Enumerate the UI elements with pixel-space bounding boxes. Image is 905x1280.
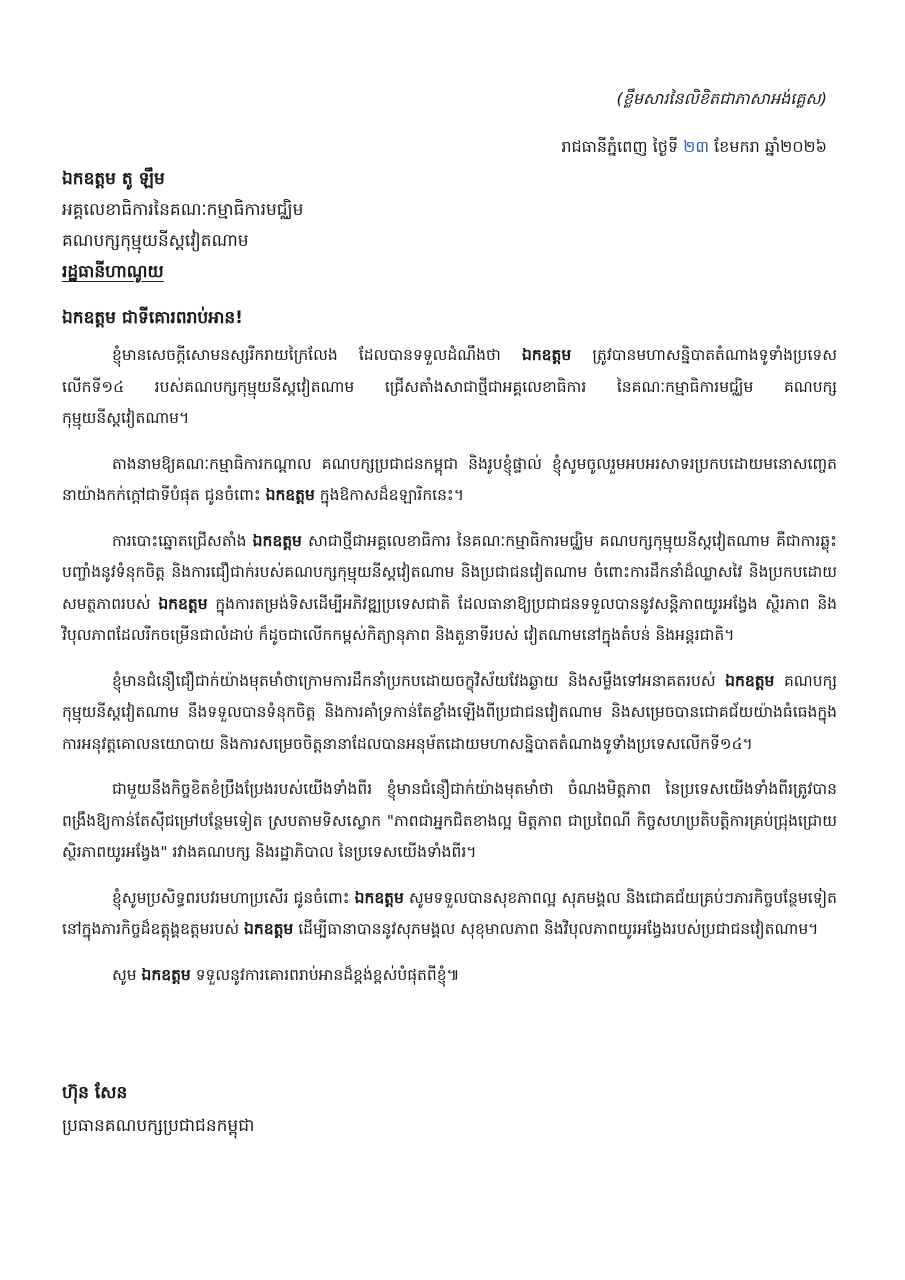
recipient-city: រដ្ឋធានីហាណូយ [62, 262, 164, 282]
paragraph-text: ក្នុងឱកាសដ៏ឧឡារិកនេះ។ [319, 486, 464, 504]
paragraph-6 [62, 883, 837, 946]
paragraph-3 [62, 526, 837, 652]
salutation: ឯកឧត្តម ជាទីគោរពរាប់អាន! [62, 308, 243, 328]
recipient-title-line1: អគ្គលេខាធិការនៃគណៈកម្មាធិការមជ្ឈិម [62, 200, 304, 220]
paragraph-text: សូមទទួលបានសុខភាពល្អ សុភមង្គល និងជោគជ័យគ្រប់ៗភារកិច្ចបន្ថែមទៀតនៅក្នុងភារកិច្ចដ៏ឧត្តុង្គឧត្តមរបស់ [62, 888, 837, 938]
paragraph-text: ត្រូវបានមហាសន្និបាតតំណាងទូទាំងប្រទេសលើកទី១៤ របស់គណបក្សកុម្មុយនីស្តវៀតណាម ជ្រើសតាំងសាជាថ្មីជាអគ្គលេខាធិការ នៃគណៈកម្មាធិការមជ្ឈិម គណបក្សកុម្មុយនីស្តវៀតណាម។ [62, 346, 837, 427]
paragraph-text: គណបក្សកុម្មុយនីស្តវៀតណាម នឹងទទួលបានទំនុកចិត្ត និងការគាំទ្រកាន់តែខ្លាំងឡើងពីប្រជាជនវៀតណាម និងសម្រេចបានជោគជ័យយ៉ាងធំធេងក្នុងការអនុវត្តគោលនយោបាយ និងការសម្រេចចិត្តនានាដែលបានអនុម័តដោយមហាសន្និបាតតំណាងទូទាំងប្រទេសលើកទី១៤។ [62, 671, 837, 753]
paragraph-text: ក្នុងការតម្រង់ទិសដើម្បីអភិវឌ្ឍប្រទេសជាតិ ដែលធានាឱ្យប្រជាជនទទួលបាននូវសន្តិភាពយូរអង្វែង ស្ថិរភាព និងវិបុលភាពដែលរីកចម្រើនជាលំដាប់ ក៏ដូចជាលើកកម្ពស់កិត្យានុភាព និងតួនាទីរបស់ វៀតណាមនៅក្នុងតំបន់ និងអន្តរជាតិ។ [62, 594, 837, 644]
paragraph-text: ខ្ញុំមានជំនឿជឿជាក់យ៉ាងមុតមាំថាក្រោមការដឹកនាំប្រកបដោយចក្ខុវិស័យវែងឆ្ងាយ និងសម្លឹងទៅអនាគតរបស់ [112, 671, 716, 690]
paragraph-2 [62, 449, 837, 512]
paragraph-text: ទទួលនូវការគោរពរាប់អានដ៏ខ្ពង់ខ្ពស់បំផុតពីខ្ញុំ៕ [195, 965, 460, 984]
recipient-block [62, 164, 842, 288]
paragraph-5 [62, 774, 837, 869]
paragraph-text: សាជាថ្មីជាអគ្គលេខាធិការ នៃគណៈកម្មាធិការមជ្ឈិម គណបក្សកុម្មុយនីស្តវៀតណាម គឺជាការឆ្លុះបញ្ចាំងនូវទំនុកចិត្ត និងការជឿជាក់របស់គណបក្សកុម្មុយនីស្តវៀតណាម និងប្រជាជនវៀតណាម ចំពោះការដឹកនាំដ៏ឈ្លាសវៃ និងប្រកបដោយសមត្ថភាពរបស់ [62, 531, 837, 613]
dateline [561, 136, 827, 160]
paragraph-text: ខ្ញុំមានសេចក្តីសោមនស្សរីករាយក្រៃលែង ដែលបានទទួលដំណឹងថា [112, 346, 501, 364]
honorific: ឯកឧត្តម [265, 486, 315, 504]
paragraph-7 [62, 960, 837, 992]
honorific: ឯកឧត្តម [725, 671, 775, 690]
date-suffix: ខែមករា ឆ្នាំ២០២៦ [714, 137, 827, 156]
paragraph-text: សូម [112, 965, 137, 984]
honorific: ឯកឧត្តម [252, 531, 302, 550]
recipient-name: ឯកឧត្តម តូ ឡឹម [62, 169, 165, 189]
draft-note: (ខ្លឹមសារនៃលិខិតជាភាសាអង់គ្លេស) [616, 89, 827, 108]
date-day: ២៣ [683, 137, 709, 156]
paragraph-text: ដើម្បីធានាបាននូវសុភមង្គល សុខុមាលភាព និងវិបុលភាពយូរអង្វែងរបស់ប្រជាជនវៀតណាម។ [298, 920, 819, 938]
signature-block [62, 1076, 254, 1142]
paragraph-text: តាងនាមឱ្យគណៈកម្មាធិការកណ្តាល គណបក្សប្រជាជនកម្ពុជា និងរូបខ្ញុំផ្ទាល់ ខ្ញុំសូមចូលរួមអបអរសាទរប្រកបដោយមនោសញ្ចេតនាយ៉ាងកក់ក្តៅជាទីបំផុត ជូនចំពោះ [62, 454, 837, 504]
paragraph-text: ខ្ញុំសូមប្រសិទ្ធពរបវរមហាប្រសើរ ជូនចំពោះ [112, 888, 350, 907]
honorific: ឯកឧត្តម [158, 594, 208, 613]
paragraph-1 [62, 340, 837, 435]
paragraph-4 [62, 666, 837, 761]
letter-body [62, 340, 837, 1005]
signatory-title: ប្រធានគណបក្សប្រជាជនកម្ពុជា [62, 1116, 255, 1136]
honorific: ឯកឧត្តម [521, 346, 572, 364]
paragraph-text: ការបោះឆ្នោតជ្រើសតាំង [112, 531, 247, 550]
recipient-title-line2: គណបក្សកុម្មុយនីស្តវៀតណាម [62, 231, 249, 251]
date-prefix: រាជធានីភ្នំពេញ ថ្ងៃទី [561, 137, 679, 156]
signatory-name: ហ៊ុន សែន [62, 1083, 128, 1103]
paragraph-text: ជាមួយនឹងកិច្ចខិតខំប្រឹងប្រែងរបស់យើងទាំងពីរ ខ្ញុំមានជំនឿជាក់យ៉ាងមុតមាំថា ចំណងមិត្តភាព នៃប្រទេសយើងទាំងពីរត្រូវបានពង្រឹងឱ្យកាន់តែស៊ីជម្រៅបន្ថែមទៀត ស្របតាមទិសស្លោក "ភាពជាអ្នកជិតខាងល្អ មិត្តភាព ជាប្រពៃណី កិច្ចសហប្រតិបត្តិការគ្រប់ជ្រុងជ្រោយ ស្ថិរភាពយូរអង្វែង" រវាងគណបក្ស និងរដ្ឋាភិបាល នៃប្រទេសយើងទាំងពីរ។ [62, 780, 837, 861]
honorific: ឯកឧត្តម [244, 920, 294, 938]
honorific: ឯកឧត្តម [141, 965, 191, 984]
honorific: ឯកឧត្តម [354, 888, 404, 907]
